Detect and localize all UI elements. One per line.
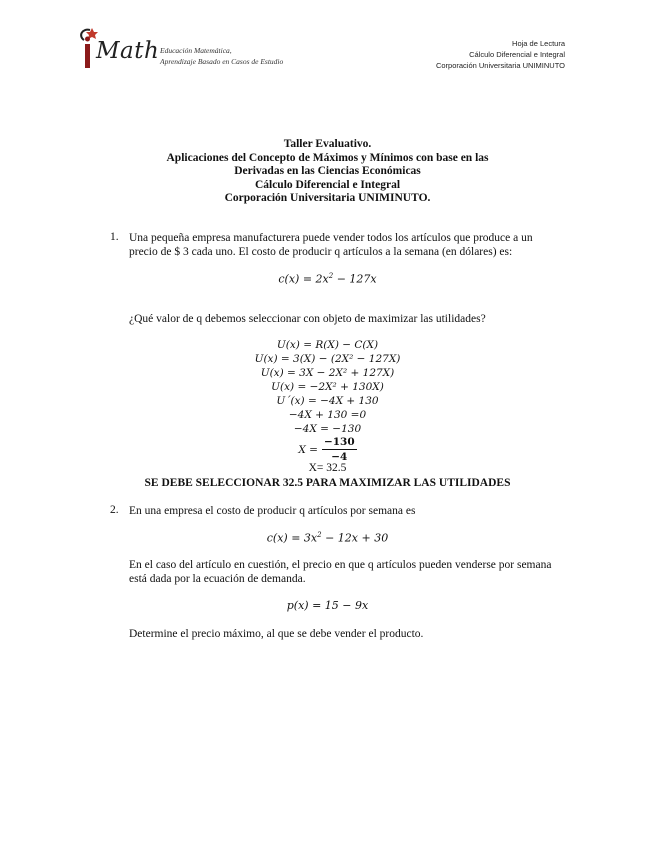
q2-price-equation: p(x) = 15 − 9x bbox=[286, 599, 369, 612]
q2-text-1: En una empresa el costo de producir q artículos por semana es bbox=[129, 505, 416, 517]
q1-step-7: −4X = −130 bbox=[293, 423, 362, 435]
q1-step-5: U´(x) = −4X + 130 bbox=[276, 395, 379, 407]
q1-step-1: U(x) = R(X) − C(X) bbox=[276, 339, 379, 351]
header-doc-type: Hoja de Lectura bbox=[512, 39, 565, 48]
q1-fraction-numerator: −130 bbox=[323, 436, 355, 448]
q2-number: 2. bbox=[110, 504, 119, 516]
title-line-4: Cálculo Diferencial e Integral bbox=[254, 178, 401, 191]
q2-text-4: Determine el precio máximo, al que se debe vender el producto. bbox=[129, 628, 424, 640]
q2-text-3: está dada por la ecuación de demanda. bbox=[129, 573, 306, 585]
q1-cost-equation bbox=[0, 272, 655, 286]
q1-question: ¿Qué valor de q debemos seleccionar con objeto de maximizar las utilidades? bbox=[129, 313, 486, 325]
q1-fraction bbox=[322, 436, 357, 463]
q1-step-2: U(x) = 3(X) − (2X² − 127X) bbox=[254, 353, 401, 365]
q1-cost-exp: 2 bbox=[328, 272, 334, 280]
q2-cost-lhs: c(x) = 3x bbox=[266, 531, 318, 545]
q1-step-4: U(x) = −2X² + 130X) bbox=[271, 381, 384, 393]
q1-text-1: Una pequeña empresa manufacturera puede vender todos los artículos que produce a un bbox=[129, 232, 533, 244]
title-line-1: Taller Evaluativo. bbox=[283, 138, 372, 150]
header-institution: Corporación Universitaria UNIMINUTO bbox=[435, 61, 565, 70]
document-title bbox=[0, 138, 655, 206]
q2-cost-exp: 2 bbox=[317, 531, 322, 539]
q1-cost-lhs: c(x) = 2x bbox=[278, 272, 329, 286]
title-line-3: Derivadas en las Ciencias Económicas bbox=[234, 165, 421, 177]
q1-fraction-lhs: X = bbox=[298, 443, 318, 456]
q1-text-2: precio de $ 3 cada uno. El costo de producir q artículos a la semana (en dólares) es: bbox=[129, 246, 513, 258]
q1-result: X= 32.5 bbox=[308, 462, 347, 474]
q1-conclusion: SE DEBE SELECCIONAR 32.5 PARA MAXIMIZAR LAS UTILIDADES bbox=[144, 477, 511, 489]
logo-tagline-2: Aprendizaje Basado en Casos de Estudio bbox=[160, 57, 284, 66]
q1-step-6: −4X + 130 =0 bbox=[288, 409, 367, 421]
q2-cost-equation bbox=[0, 531, 655, 545]
q2-text-2: En el caso del artículo en cuestión, el precio en que q artículos pueden venderse por semana bbox=[129, 559, 552, 571]
q1-cost-rhs: − 127x bbox=[333, 272, 377, 286]
q1-fraction-denominator: −4 bbox=[331, 451, 348, 463]
logo-word: Math bbox=[96, 38, 160, 64]
q1-step-3: U(x) = 3X − 2X² + 127X) bbox=[260, 367, 395, 379]
title-line-5: Corporación Universitaria UNIMINUTO. bbox=[224, 192, 431, 204]
logo-tagline-1: Educación Matemática, bbox=[160, 46, 232, 55]
q1-fraction-equation bbox=[0, 436, 655, 463]
q2-cost-rhs: − 12x + 30 bbox=[321, 531, 389, 545]
header-right bbox=[436, 38, 565, 71]
title-line-2: Aplicaciones del Concepto de Máximos y Mínimos con base en las bbox=[166, 151, 489, 164]
q1-number: 1. bbox=[110, 231, 119, 243]
header-course: Cálculo Diferencial e Integral bbox=[469, 50, 565, 59]
